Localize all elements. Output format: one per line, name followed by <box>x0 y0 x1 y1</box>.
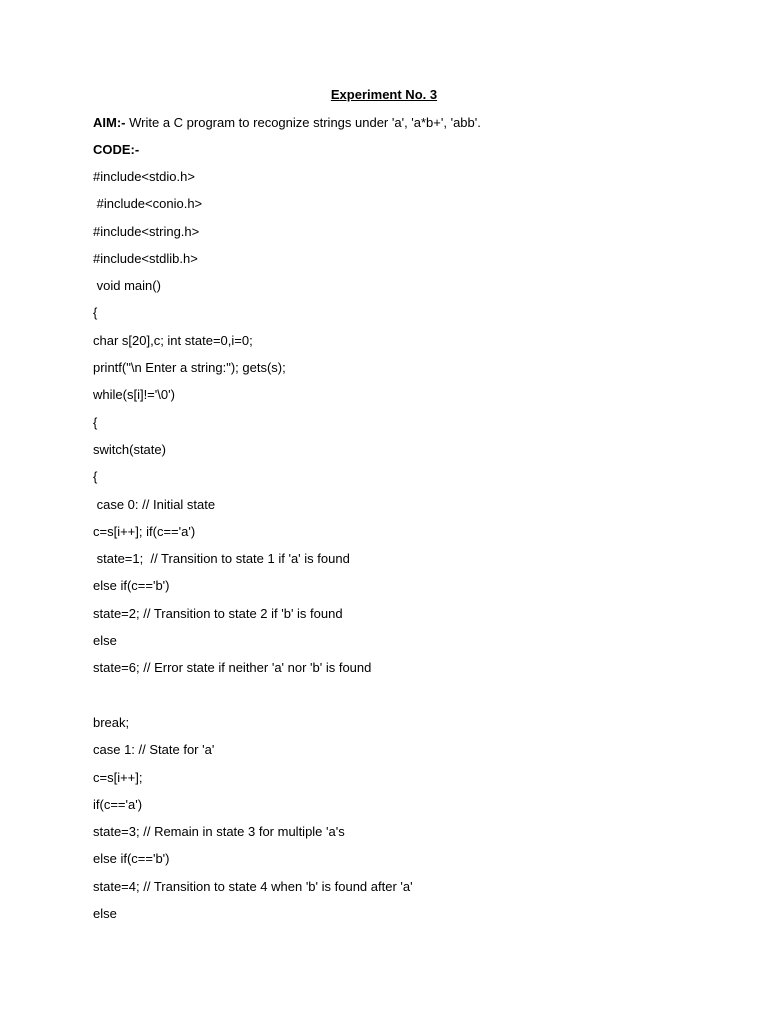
code-line: case 1: // State for 'a' <box>93 742 215 758</box>
aim-text: Write a C program to recognize strings under 'a', 'a*b+', 'abb'. <box>125 115 481 130</box>
code-line <box>93 687 413 714</box>
code-line: printf("\n Enter a string:"); gets(s); <box>93 360 286 376</box>
code-line: switch(state) <box>93 441 166 457</box>
code-line: #include<stdlib.h> <box>93 250 198 266</box>
code-line: state=1; // Transition to state 1 if 'a' is found <box>93 551 350 567</box>
code-line: if(c=='a') <box>93 796 143 812</box>
code-line: else <box>93 906 117 922</box>
code-line: break; <box>93 714 130 730</box>
code-line: while(s[i]!='\0') <box>93 387 175 403</box>
code-line: { <box>93 305 98 321</box>
code-line: { <box>93 469 98 485</box>
code-line: #include<string.h> <box>93 223 200 239</box>
aim-label: AIM:- <box>93 115 126 130</box>
code-line: state=4; // Transition to state 4 when 'b' is found after 'a' <box>93 878 413 894</box>
code-line: c=s[i++]; if(c=='a') <box>93 523 196 539</box>
code-line: state=6; // Error state if neither 'a' nor 'b' is found <box>93 660 372 676</box>
code-line: else if(c=='b') <box>93 851 170 867</box>
code-line: { <box>93 414 98 430</box>
code-line: case 0: // Initial state <box>93 496 216 512</box>
aim-statement <box>93 114 481 132</box>
code-listing <box>93 168 413 932</box>
code-line: state=2; // Transition to state 2 if 'b' is found <box>93 605 343 621</box>
code-line: c=s[i++]; <box>93 769 143 785</box>
code-line: char s[20],c; int state=0,i=0; <box>93 332 253 348</box>
code-label: CODE:- <box>93 142 140 157</box>
code-line: else if(c=='b') <box>93 578 170 594</box>
code-line: #include<stdio.h> <box>93 169 195 184</box>
code-line: void main() <box>93 278 161 294</box>
document-title: Experiment No. 3 <box>330 87 438 102</box>
code-line: else <box>93 633 117 649</box>
code-line: #include<conio.h> <box>93 196 203 212</box>
code-line: state=3; // Remain in state 3 for multiple 'a's <box>93 824 345 840</box>
